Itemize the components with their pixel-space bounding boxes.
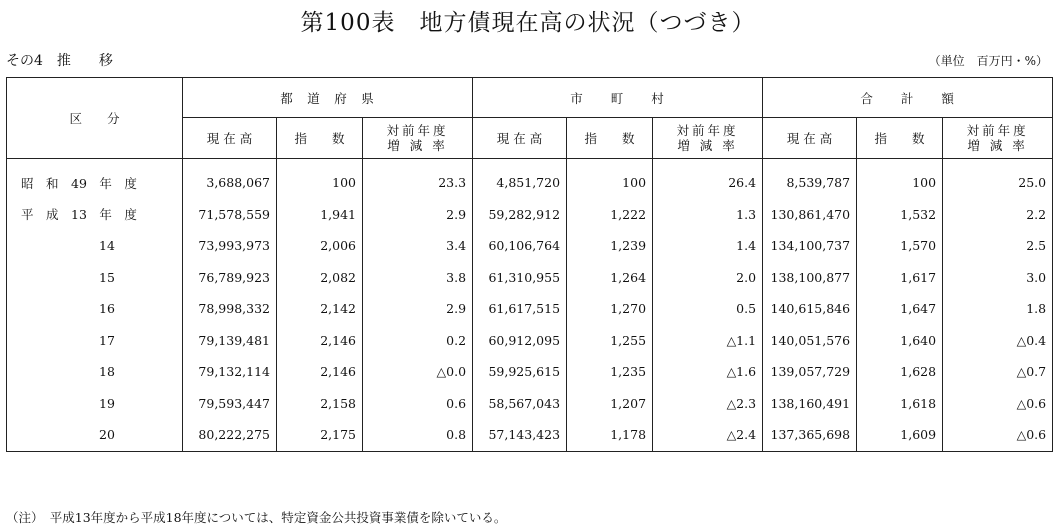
table-row bbox=[7, 293, 1053, 325]
subheader-shisu-total: 指 数 bbox=[857, 118, 943, 159]
table-cell: 140,051,576 bbox=[763, 325, 857, 357]
table-cell: 2,082 bbox=[277, 262, 363, 294]
table-cell: 1,609 bbox=[857, 419, 943, 451]
row-label: 19 bbox=[99, 395, 115, 411]
table-cell: 0.2 bbox=[363, 325, 473, 357]
table-cell: 100 bbox=[567, 159, 653, 199]
table-row bbox=[7, 419, 1053, 451]
subheader-genzai-prefecture: 現 在 高 bbox=[183, 118, 277, 159]
table-cell: 79,132,114 bbox=[183, 356, 277, 388]
table-cell: 2.2 bbox=[943, 199, 1053, 231]
table-row bbox=[7, 230, 1053, 262]
row-label: 15 bbox=[99, 269, 115, 285]
subheader-shisu-municipality: 指 数 bbox=[567, 118, 653, 159]
table-cell: 79,593,447 bbox=[183, 388, 277, 420]
table-row bbox=[7, 262, 1053, 294]
subheader-zougen-line2: 増 減 率 bbox=[387, 138, 448, 153]
row-label: 20 bbox=[99, 427, 115, 443]
table-cell: 78,998,332 bbox=[183, 293, 277, 325]
group-header-total: 合 計 額 bbox=[763, 78, 1053, 118]
unit-label: （単位 百万円・%） bbox=[928, 54, 1048, 68]
subheader-zougen-total bbox=[943, 118, 1053, 159]
table-cell: △2.4 bbox=[653, 419, 763, 451]
table-cell: 3,688,067 bbox=[183, 159, 277, 199]
subheader-zougen-municipality bbox=[653, 118, 763, 159]
table-cell: 23.3 bbox=[363, 159, 473, 199]
group-header-prefecture: 都 道 府 県 bbox=[183, 78, 473, 118]
table-cell: △1.6 bbox=[653, 356, 763, 388]
table-cell: 1,239 bbox=[567, 230, 653, 262]
table-cell: 25.0 bbox=[943, 159, 1053, 199]
table-cell: 76,789,923 bbox=[183, 262, 277, 294]
table-cell: 26.4 bbox=[653, 159, 763, 199]
table-cell: 2,142 bbox=[277, 293, 363, 325]
table-cell: 57,143,423 bbox=[473, 419, 567, 451]
subheader-zougen-line2: 増 減 率 bbox=[967, 138, 1028, 153]
table-cell: △2.3 bbox=[653, 388, 763, 420]
table-cell: 59,925,615 bbox=[473, 356, 567, 388]
table-cell: △0.6 bbox=[943, 388, 1053, 420]
table-cell: 1,222 bbox=[567, 199, 653, 231]
table-cell: 2.9 bbox=[363, 293, 473, 325]
table-cell: 60,106,764 bbox=[473, 230, 567, 262]
table-cell: 1,264 bbox=[567, 262, 653, 294]
subheader-genzai-municipality: 現 在 高 bbox=[473, 118, 567, 159]
debt-balance-table bbox=[6, 77, 1053, 452]
row-label: 平 成 13 年 度 bbox=[21, 207, 137, 223]
table-cell: 3.8 bbox=[363, 262, 473, 294]
table-cell: 1.3 bbox=[653, 199, 763, 231]
table-cell: 61,617,515 bbox=[473, 293, 567, 325]
table-cell: 100 bbox=[277, 159, 363, 199]
subheader-zougen-prefecture bbox=[363, 118, 473, 159]
table-cell: 8,539,787 bbox=[763, 159, 857, 199]
table-cell: 3.4 bbox=[363, 230, 473, 262]
table-cell: 2,175 bbox=[277, 419, 363, 451]
row-label: 16 bbox=[99, 301, 115, 317]
table-cell: 2,158 bbox=[277, 388, 363, 420]
table-cell: 1,628 bbox=[857, 356, 943, 388]
table-cell: 0.6 bbox=[363, 388, 473, 420]
table-cell: 1.8 bbox=[943, 293, 1053, 325]
row-header-kubun: 区 分 bbox=[7, 78, 183, 159]
footnote: （注） 平成13年度から平成18年度については、特定資金公共投資事業債を除いている。 bbox=[6, 510, 507, 525]
row-label: 18 bbox=[99, 364, 115, 380]
table-cell: 4,851,720 bbox=[473, 159, 567, 199]
table-cell: 1,640 bbox=[857, 325, 943, 357]
table-cell: 1,255 bbox=[567, 325, 653, 357]
table-cell: 2,146 bbox=[277, 356, 363, 388]
table-cell: 2.0 bbox=[653, 262, 763, 294]
table-cell: 59,282,912 bbox=[473, 199, 567, 231]
table-cell: 1,207 bbox=[567, 388, 653, 420]
table-cell: △0.7 bbox=[943, 356, 1053, 388]
table-cell: 1.4 bbox=[653, 230, 763, 262]
row-label: 昭 和 49 年 度 bbox=[21, 175, 137, 191]
table-cell: 1,235 bbox=[567, 356, 653, 388]
table-row bbox=[7, 356, 1053, 388]
table-cell: 2.9 bbox=[363, 199, 473, 231]
table-cell: △0.0 bbox=[363, 356, 473, 388]
table-cell: 1,270 bbox=[567, 293, 653, 325]
table-cell: 61,310,955 bbox=[473, 262, 567, 294]
page-title: 第100表 地方債現在高の状況（つづき） bbox=[300, 10, 756, 36]
row-label: 17 bbox=[99, 332, 115, 348]
table-cell: 138,100,877 bbox=[763, 262, 857, 294]
table-cell: 0.8 bbox=[363, 419, 473, 451]
table-cell: △1.1 bbox=[653, 325, 763, 357]
table-cell: 2,146 bbox=[277, 325, 363, 357]
table-cell: 3.0 bbox=[943, 262, 1053, 294]
table-cell: 1,647 bbox=[857, 293, 943, 325]
table-cell: 1,941 bbox=[277, 199, 363, 231]
table-cell: 1,570 bbox=[857, 230, 943, 262]
group-header-municipality: 市 町 村 bbox=[473, 78, 763, 118]
table-cell: 1,532 bbox=[857, 199, 943, 231]
table-cell: 80,222,275 bbox=[183, 419, 277, 451]
table-cell: 130,861,470 bbox=[763, 199, 857, 231]
subheader-zougen-line1: 対前年度 bbox=[966, 123, 1029, 138]
table-cell: 1,617 bbox=[857, 262, 943, 294]
table-cell: 138,160,491 bbox=[763, 388, 857, 420]
table-cell: △0.4 bbox=[943, 325, 1053, 357]
subheader-zougen-line2: 増 減 率 bbox=[677, 138, 738, 153]
table-row bbox=[7, 325, 1053, 357]
table-cell: 1,618 bbox=[857, 388, 943, 420]
table-cell: 79,139,481 bbox=[183, 325, 277, 357]
row-label: 14 bbox=[99, 238, 115, 254]
table-cell: 140,615,846 bbox=[763, 293, 857, 325]
table-cell: 71,578,559 bbox=[183, 199, 277, 231]
table-row bbox=[7, 199, 1053, 231]
table-cell: 58,567,043 bbox=[473, 388, 567, 420]
table-cell: 134,100,737 bbox=[763, 230, 857, 262]
table-row bbox=[7, 388, 1053, 420]
section-subtitle: その4 推 移 bbox=[6, 53, 113, 69]
table-cell: 100 bbox=[857, 159, 943, 199]
table-cell: 137,365,698 bbox=[763, 419, 857, 451]
table-cell: 0.5 bbox=[653, 293, 763, 325]
table-cell: 2,006 bbox=[277, 230, 363, 262]
table-row bbox=[7, 159, 1053, 199]
subheader-zougen-line1: 対前年度 bbox=[676, 123, 739, 138]
table-cell: 2.5 bbox=[943, 230, 1053, 262]
subheader-zougen-line1: 対前年度 bbox=[386, 123, 449, 138]
table-cell: 1,178 bbox=[567, 419, 653, 451]
subheader-genzai-total: 現 在 高 bbox=[763, 118, 857, 159]
subheader-shisu-prefecture: 指 数 bbox=[277, 118, 363, 159]
table-cell: △0.6 bbox=[943, 419, 1053, 451]
table-cell: 139,057,729 bbox=[763, 356, 857, 388]
table-cell: 73,993,973 bbox=[183, 230, 277, 262]
table-cell: 60,912,095 bbox=[473, 325, 567, 357]
